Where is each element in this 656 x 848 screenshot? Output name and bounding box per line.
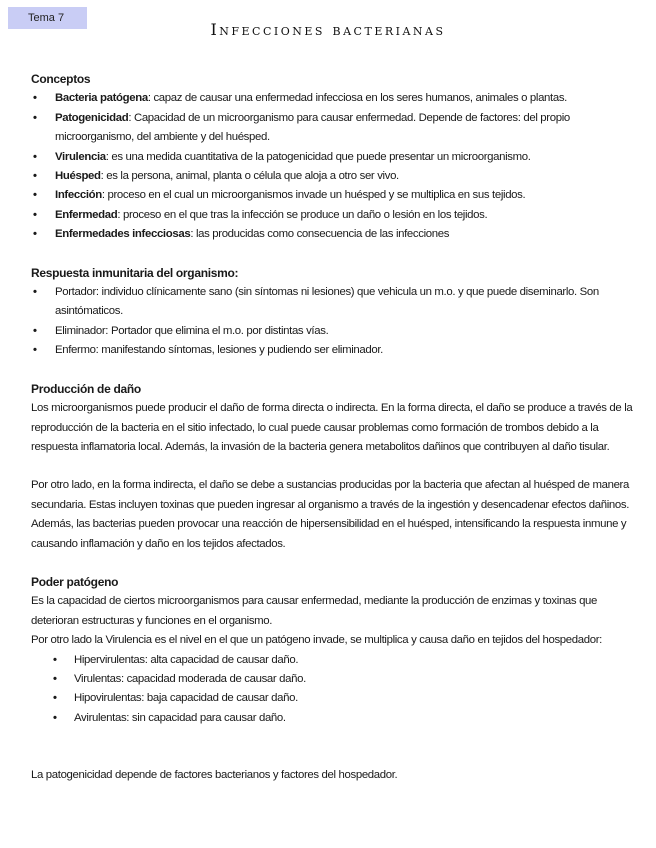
list-item: • Enfermo: manifestando síntomas, lesiones y pudiendo ser eliminador. — [31, 341, 634, 360]
concept-term: Infección — [55, 189, 102, 202]
section-heading-respuesta: Respuesta inmunitaria del organismo: — [31, 265, 239, 280]
concept-definition: : proceso en el que tras la infección se produce un daño o lesión en los tejidos. — [117, 208, 488, 221]
list-item: • Virulentas: capacidad moderada de causar daño. — [31, 670, 634, 689]
concept-term: Bacteria patógena — [55, 92, 148, 105]
document-body — [31, 70, 634, 786]
concept-term: Enfermedades infecciosas — [55, 228, 191, 241]
spacer — [31, 554, 634, 573]
concepts-list — [31, 89, 634, 244]
paragraph: Los microorganismos puede producir el daño de forma directa o indirecta. En la forma directa, el daño se produce a través de la reproducción de la bacteria en el sitio infectado, lo cual puede causar problemas como formación de trombos debido a la respuesta inflamatoria local. Además, la invasión de la bacteria genera metabolitos dañinos que contribuyen al daño tisular. — [31, 402, 633, 453]
paragraph: Es la capacidad de ciertos microorganismos para causar enfermedad, mediante la producción de enzimas y toxinas que deterioran estructuras y funciones en el organismo. — [31, 595, 598, 627]
list-item — [31, 89, 634, 108]
list-item: • Eliminador: Portador que elimina el m.o. por distintas vías. — [31, 322, 634, 341]
list-item — [31, 109, 634, 148]
virulence-levels-list — [31, 651, 634, 729]
concept-definition: : proceso en el cual un microorganismos invade un huésped y se multiplica en sus tejidos. — [101, 189, 526, 202]
section-heading-conceptos: Conceptos — [31, 72, 91, 86]
section-heading-poder: Poder patógeno — [31, 574, 119, 589]
list-item — [31, 206, 634, 225]
spacer — [31, 245, 634, 264]
topic-tag: Tema 7 — [8, 7, 87, 29]
concept-definition: : capaz de causar una enfermedad infecciosa en los seres humanos, animales o plantas. — [147, 92, 567, 105]
concept-term: Patogenicidad — [55, 111, 129, 124]
concept-definition: : es una medida cuantitativa de la patogenicidad que puede presentar un microorganismo. — [105, 150, 531, 163]
closing-paragraph: La patogenicidad depende de factores bacterianos y factores del hospedador. — [31, 769, 398, 782]
page-title: Infecciones bacterianas — [210, 20, 446, 39]
list-item — [31, 167, 634, 186]
concept-definition: : Capacidad de un microorganismo para causar enfermedad. Depende de factores: del propio microorganismo, del ambiente y del huésped. — [55, 111, 570, 144]
list-item: • Hipovirulentas: baja capacidad de causar daño. — [31, 689, 634, 708]
spacer — [31, 457, 634, 476]
spacer — [31, 361, 634, 380]
concept-definition: : las producidas como consecuencia de las infecciones — [190, 228, 450, 241]
concept-term: Enfermedad — [55, 208, 118, 221]
list-item — [31, 225, 634, 244]
concept-term: Huésped — [55, 170, 101, 183]
list-item: • Avirulentas: sin capacidad para causar daño. — [31, 709, 634, 728]
list-item: • Hipervirulentas: alta capacidad de causar daño. — [31, 651, 634, 670]
spacer — [31, 728, 634, 766]
concept-term: Virulencia — [55, 150, 106, 163]
paragraph: Por otro lado, en la forma indirecta, el daño se debe a sustancias producidas por la bacteria que afectan al huésped de manera secundaria. Estas incluyen toxinas que pueden ingresar al organismo a través de la ingestión y desencadenar efectos dañinos. Además, las bacterias pueden provocar una reacción de hipersensibilidad en el huésped, intensificando la respuesta inmune y causando inflamación y daño en los tejidos afectados. — [31, 479, 630, 550]
immune-response-list — [31, 283, 634, 361]
section-heading-produccion: Producción de daño — [31, 381, 141, 396]
paragraph: Por otro lado la Virulencia es el nivel en el que un patógeno invade, se multiplica y causa daño en tejidos del hospedador: — [31, 634, 602, 647]
concept-definition: : es la persona, animal, planta o célula que aloja a otro ser vivo. — [100, 170, 399, 183]
list-item — [31, 186, 634, 205]
list-item — [31, 148, 634, 167]
list-item: • Portador: individuo clínicamente sano (sin síntomas ni lesiones) que vehicula un m.o. y que puede diseminarlo. Son asintómaticos. — [31, 283, 634, 322]
